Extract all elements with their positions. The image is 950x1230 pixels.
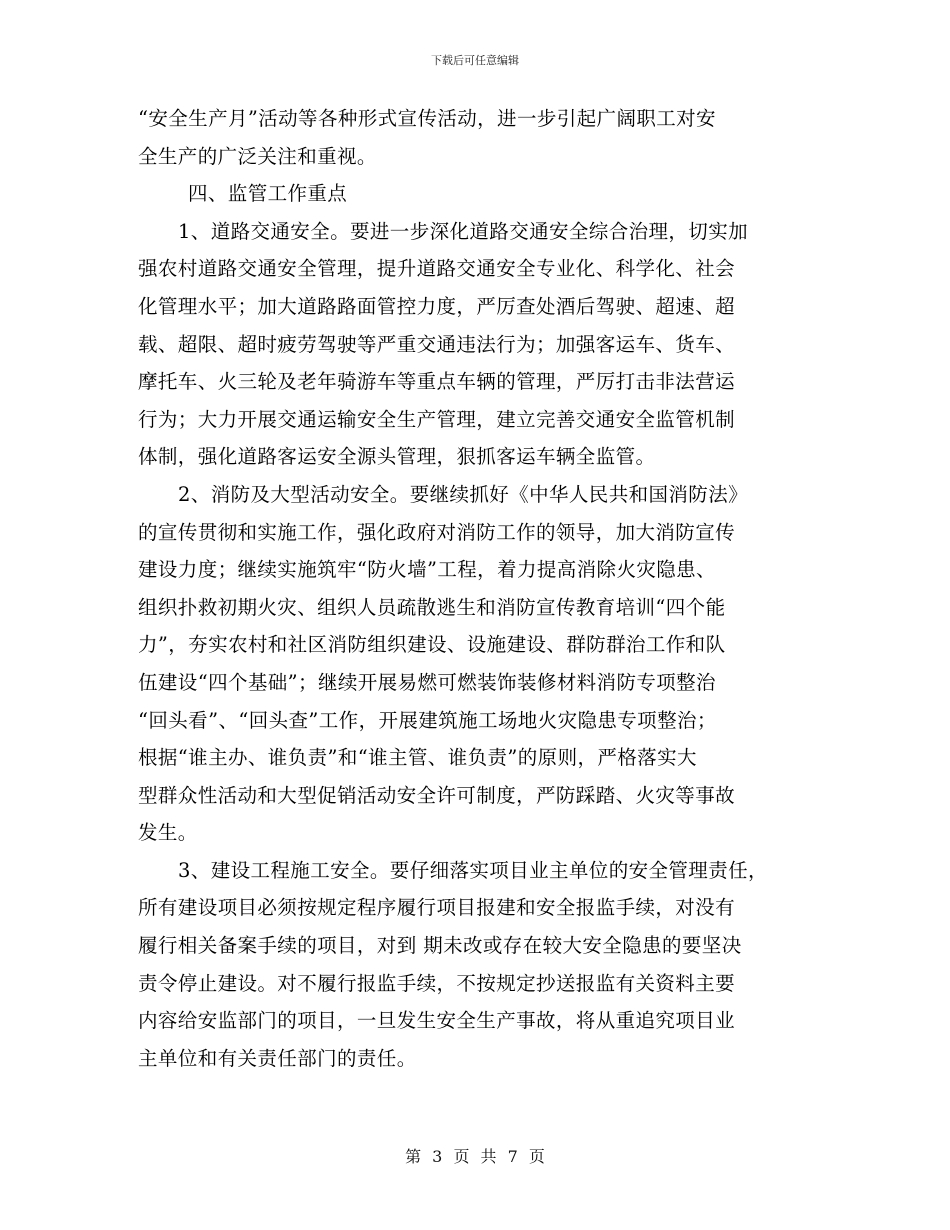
body-line: 摩托车、火三轮及老年骑游车等重点车辆的管理，严厉打击非法营运 [138, 370, 736, 394]
body-line: 行为；大力开展交通运输安全生产管理，建立完善交通安全监管机制 [138, 407, 736, 431]
body-line: 强农村道路交通安全管理，提升道路交通安全专业化、科学化、社会 [138, 257, 736, 281]
body-line: 的宣传贯彻和实施工作，强化政府对消防工作的领导，加大消防宣传 [138, 520, 736, 544]
body-line: 根据“谁主办、谁负责”和“谁主管、谁负责”的原则，严格落实大 [138, 746, 697, 770]
document-body [138, 100, 828, 1077]
body-line: 体制，强化道路客运安全源头管理，狠抓客运车辆全监管。 [138, 445, 656, 469]
body-line: 责令停止建设。对不履行报监手续，不按规定抄送报监有关资料主要 [138, 971, 736, 995]
paragraph-start: 1、道路交通安全。要进一步深化道路交通安全综合治理，切实加 [178, 219, 749, 243]
body-line: 载、超限、超时疲劳驾驶等严重交通违法行为；加强客运车、货车、 [138, 332, 736, 356]
body-line: 全生产的广泛关注和重视。 [138, 144, 377, 168]
body-line: 组织扑救初期火灾、组织人员疏散逃生和消防宣传教育培训“四个能 [138, 595, 726, 619]
body-line: 履行相关备案手续的项目，对到 期未改或存在较大安全隐患的要坚决 [138, 934, 742, 958]
body-line: 建设力度；继续实施筑牢“防火墙”工程，着力提高消除火灾隐患、 [138, 558, 716, 582]
page-number-footer: 第 3 页 共 7 页 [405, 1147, 545, 1166]
body-line: 主单位和有关责任部门的责任。 [138, 1046, 417, 1070]
section-heading: 四、监管工作重点 [188, 182, 348, 206]
body-line: 型群众性活动和大型促销活动安全许可制度，严防踩踏、火灾等事故 [138, 783, 736, 807]
page-header: 下载后可任意编辑 [431, 54, 519, 67]
body-line: 化管理水平；加大道路路面管控力度，严厉查处酒后驾驶、超速、超 [138, 294, 736, 318]
body-line: 伍建设“四个基础”；继续开展易燃可燃装饰装修材料消防专项整治 [138, 670, 716, 694]
body-line: 所有建设项目必须按规定程序履行项目报建和安全报监手续，对没有 [138, 896, 736, 920]
body-line: 发生。 [138, 821, 198, 845]
body-line: “回头看”、“回头查”工作，开展建筑施工场地火灾隐患专项整治； [138, 708, 717, 732]
body-line: 内容给安监部门的项目，一旦发生安全生产事故，将从重追究项目业 [138, 1009, 736, 1033]
paragraph-start: 2、消防及大型活动安全。要继续抓好《中华人民共和国消防法》 [178, 482, 749, 506]
body-line: 力”，夯实农村和社区消防组织建设、设施建设、群防群治工作和队 [138, 633, 726, 657]
body-line: “安全生产月”活动等各种形式宣传活动，进一步引起广阔职工对安 [138, 107, 716, 130]
paragraph-start: 3、建设工程施工安全。要仔细落实项目业主单位的安全管理责任， [178, 858, 768, 882]
